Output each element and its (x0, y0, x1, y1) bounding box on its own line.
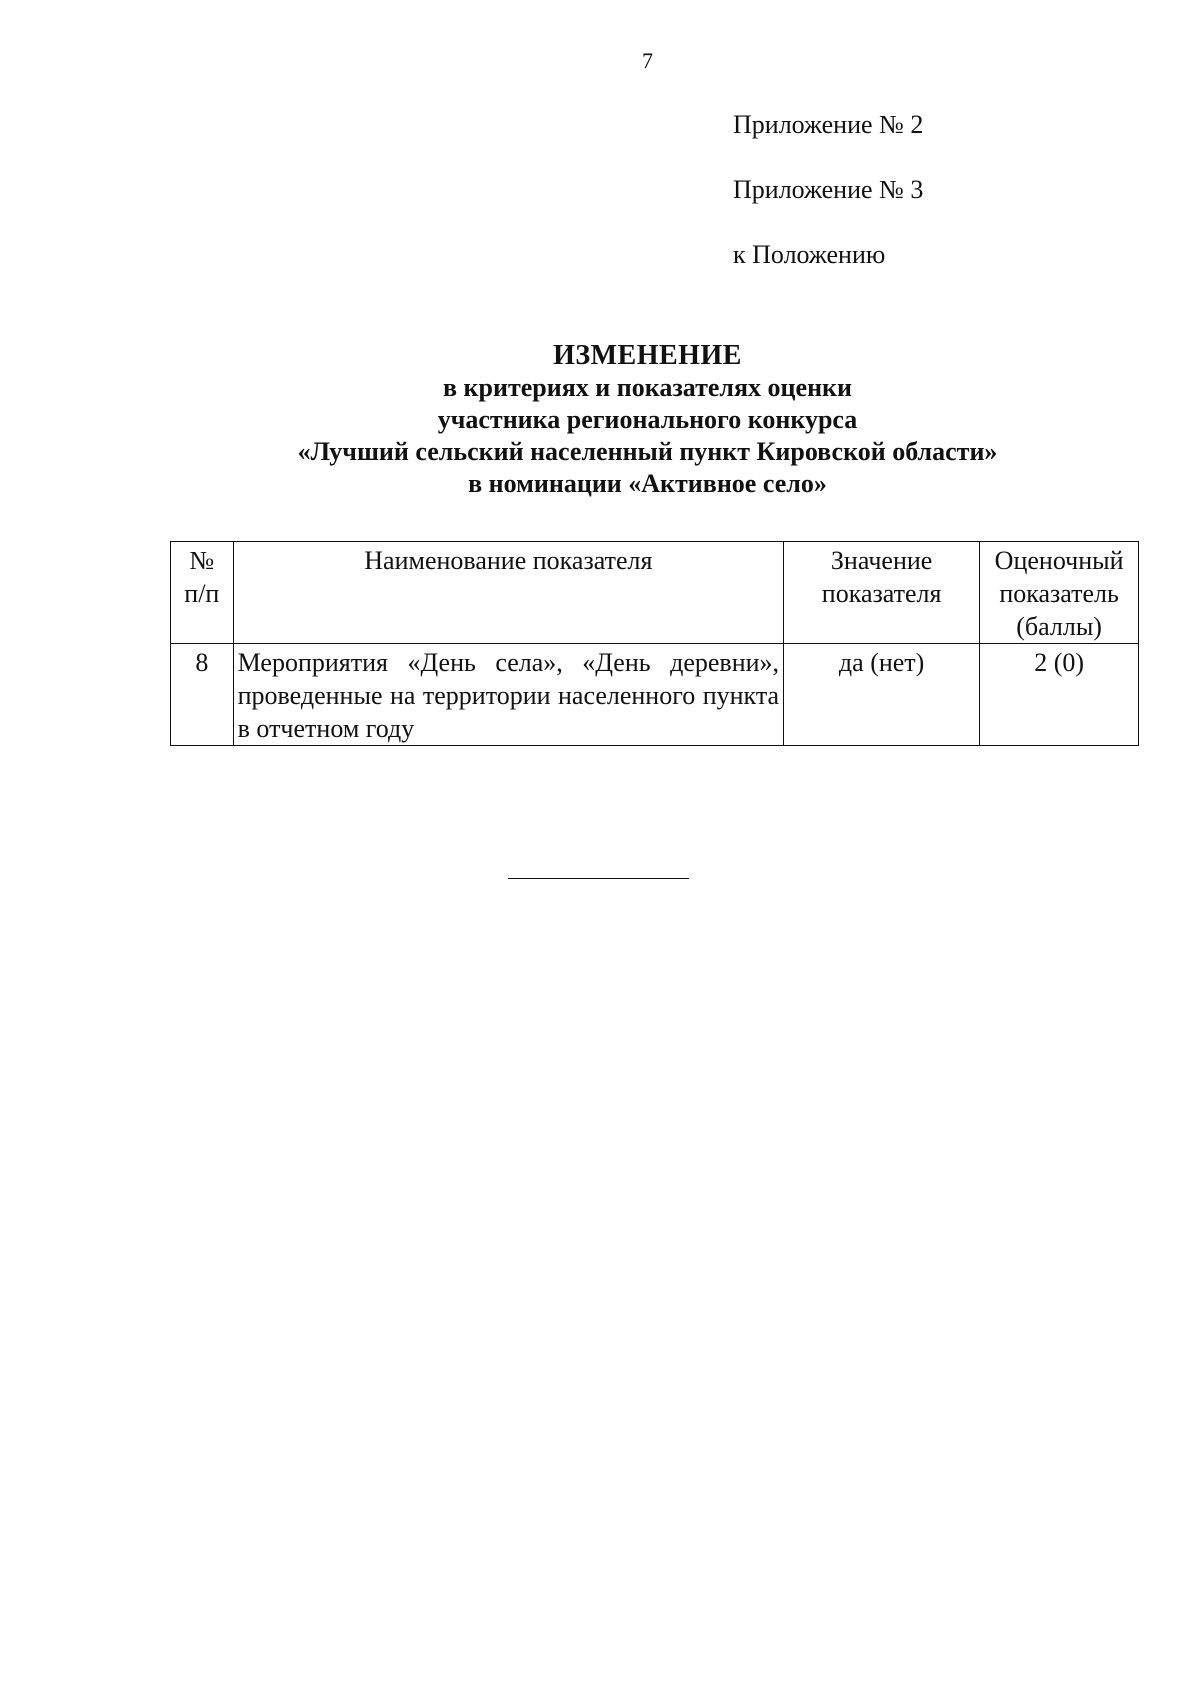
heading-line-3: участника регионального конкурса (437, 405, 858, 434)
header-cell-name: Наименование показателя (233, 542, 783, 644)
row-num-cell: 8 (171, 644, 234, 746)
document-heading (0, 340, 1200, 500)
criteria-table (170, 541, 1139, 746)
appendix-line-2: Приложение № 3 (733, 175, 924, 204)
header-score-line-2: показатель (999, 579, 1119, 608)
header-cell-value (784, 542, 980, 644)
header-score-line-3: (баллы) (1016, 612, 1102, 641)
heading-line-2: в критериях и показателях оценки (442, 373, 853, 402)
appendix-line-3: к Положению (733, 240, 886, 269)
header-cell-num (171, 542, 234, 644)
header-value-line-2: показателя (821, 579, 942, 608)
page-number: 7 (642, 48, 653, 73)
row-score-cell: 2 (0) (980, 644, 1139, 746)
document-title: ИЗМЕНЕНИЕ (553, 340, 742, 371)
header-value-line-1: Значение (830, 546, 933, 575)
appendix-line-1: Приложение № 2 (733, 110, 924, 139)
header-num-line-1: № (189, 546, 215, 575)
row-value-cell: да (нет) (784, 644, 980, 746)
header-cell-score (980, 542, 1139, 644)
heading-line-4: «Лучший сельский населенный пункт Кировской области» (297, 437, 998, 466)
closing-rule-line (508, 878, 689, 879)
row-name-cell: Мероприятия «День села», «День деревни», проведенные на территории населенного пункта в отчетном году (233, 644, 783, 746)
heading-line-5: в номинации «Активное село» (468, 469, 827, 498)
header-num-line-2: п/п (184, 579, 220, 608)
table-header-row (171, 542, 1139, 644)
table-row (171, 644, 1139, 746)
header-score-line-1: Оценочный (994, 546, 1124, 575)
